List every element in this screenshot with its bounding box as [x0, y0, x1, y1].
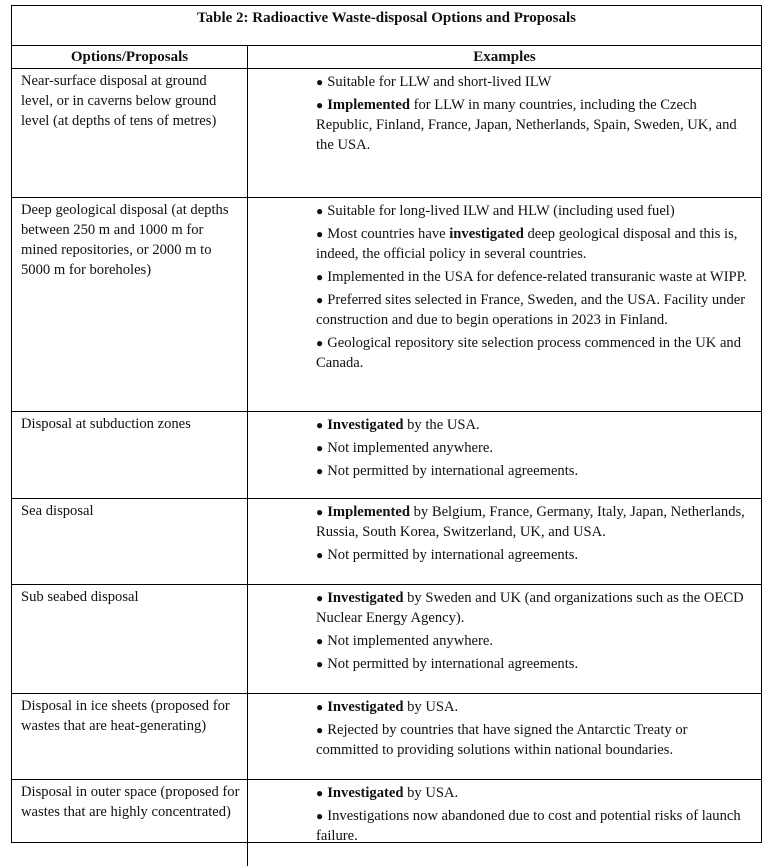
bullet-text: by Belgium, France, Germany, Italy, Japan, Netherlands, Russia, South Korea, Switzerland, UK, and USA.: [316, 504, 745, 540]
bullet-text: for LLW in many countries, including the Czech Republic, Finland, France, Japan, Netherlands, Spain, Sweden, UK, and the USA.: [316, 97, 737, 153]
bullet-text: by USA.: [403, 699, 459, 715]
bullet-item: [316, 201, 753, 221]
table: [11, 5, 762, 843]
examples-cell: [248, 499, 761, 584]
bullet-text: Not implemented anywhere.: [327, 633, 493, 649]
table-row: [12, 198, 761, 412]
examples-cell: [248, 69, 761, 197]
bullet-item: [316, 267, 753, 287]
bullet-icon: ●: [316, 591, 324, 605]
bullet-icon: ●: [316, 464, 324, 478]
bullet-item: [316, 502, 753, 542]
bullet-item: [316, 545, 753, 565]
examples-cell: [248, 694, 761, 779]
bullet-item: [316, 654, 753, 674]
bullet-icon: ●: [316, 98, 324, 112]
bullet-icon: ●: [316, 75, 324, 89]
table-row: [12, 585, 761, 694]
bullet-icon: ●: [316, 227, 324, 241]
bullet-item: [316, 783, 753, 803]
bullet-emphasis: Investigated: [327, 785, 404, 801]
bullet-item: [316, 461, 753, 481]
option-cell: Disposal in ice sheets (proposed for wastes that are heat-generating): [12, 694, 248, 779]
bullet-icon: ●: [316, 723, 324, 737]
option-cell: Disposal at subduction zones: [12, 412, 248, 498]
bullet-item: [316, 697, 753, 717]
examples-cell: [248, 780, 761, 866]
examples-cell: [248, 585, 761, 693]
bullet-item: [316, 224, 753, 264]
bullet-text: Implemented in the USA for defence-related transuranic waste at WIPP.: [327, 269, 747, 285]
table-row: [12, 499, 761, 585]
table-row: [12, 694, 761, 780]
bullet-text: Investigations now abandoned due to cost and potential risks of launch failure.: [316, 808, 741, 844]
bullet-text: Suitable for long-lived ILW and HLW (including used fuel): [327, 203, 675, 219]
bullet-icon: ●: [316, 270, 324, 284]
table-row: [12, 780, 761, 866]
bullet-text: by Sweden and UK (and organizations such as the OECD Nuclear Energy Agency).: [316, 590, 744, 626]
bullet-item: [316, 333, 753, 373]
bullet-item: [316, 290, 753, 330]
option-cell: Deep geological disposal (at depths between 250 m and 1000 m for mined repositories, or 2000 m to 5000 m for boreholes): [12, 198, 248, 411]
bullet-text: by the USA.: [403, 417, 480, 433]
bullet-icon: ●: [316, 336, 324, 350]
bullet-text: Not implemented anywhere.: [327, 440, 493, 456]
bullet-item: [316, 631, 753, 651]
option-cell: Disposal in outer space (proposed for wastes that are highly concentrated): [12, 780, 248, 866]
bullet-icon: ●: [316, 548, 324, 562]
bullet-text: by USA.: [403, 785, 459, 801]
bullet-item: [316, 415, 753, 435]
bullet-icon: ●: [316, 786, 324, 800]
bullet-text: Most countries have: [327, 226, 450, 242]
bullet-item: [316, 72, 753, 92]
bullet-icon: ●: [316, 204, 324, 218]
bullet-emphasis: Investigated: [327, 699, 404, 715]
bullet-icon: ●: [316, 441, 324, 455]
bullet-text: Geological repository site selection process commenced in the UK and Canada.: [316, 335, 742, 371]
header-options: Options/Proposals: [12, 46, 248, 68]
bullet-icon: ●: [316, 657, 324, 671]
bullet-emphasis: Investigated: [327, 417, 404, 433]
bullet-icon: ●: [316, 418, 324, 432]
bullet-icon: ●: [316, 700, 324, 714]
header-examples: Examples: [473, 49, 536, 65]
bullet-text: Suitable for LLW and short-lived ILW: [327, 74, 552, 90]
bullet-icon: ●: [316, 505, 324, 519]
bullet-icon: ●: [316, 293, 324, 307]
bullet-emphasis: investigated: [449, 226, 524, 242]
bullet-item: [316, 95, 753, 155]
option-cell: Near-surface disposal at ground level, or in caverns below ground level (at depths of tens of metres): [12, 69, 248, 197]
bullet-icon: ●: [316, 809, 324, 823]
bullet-text: Not permitted by international agreements.: [327, 656, 579, 672]
bullet-item: [316, 806, 753, 846]
bullet-text: Preferred sites selected in France, Sweden, and the USA. Facility under construction and due to begin operations in 2023 in Finland.: [316, 292, 746, 328]
bullet-emphasis: Implemented: [327, 97, 410, 113]
bullet-text: deep geological disposal and this is, indeed, the official policy in several countries.: [316, 226, 738, 262]
bullet-item: [316, 720, 753, 760]
bullet-icon: ●: [316, 634, 324, 648]
bullet-text: Not permitted by international agreements.: [327, 547, 579, 563]
option-cell: Sub seabed disposal: [12, 585, 248, 693]
table-row: [12, 69, 761, 198]
table-body: [12, 69, 761, 866]
header-row: [12, 46, 761, 69]
bullet-text: Rejected by countries that have signed the Antarctic Treaty or committed to providing solutions within national boundaries.: [316, 722, 688, 758]
bullet-item: [316, 438, 753, 458]
table-row: [12, 412, 761, 499]
bullet-emphasis: Investigated: [327, 590, 404, 606]
bullet-text: Not permitted by international agreements.: [327, 463, 579, 479]
option-cell: Sea disposal: [12, 499, 248, 584]
examples-cell: [248, 412, 761, 498]
table-title: Table 2: Radioactive Waste-disposal Options and Proposals: [12, 6, 761, 46]
examples-cell: [248, 198, 761, 411]
bullet-emphasis: Implemented: [327, 504, 410, 520]
bullet-item: [316, 588, 753, 628]
